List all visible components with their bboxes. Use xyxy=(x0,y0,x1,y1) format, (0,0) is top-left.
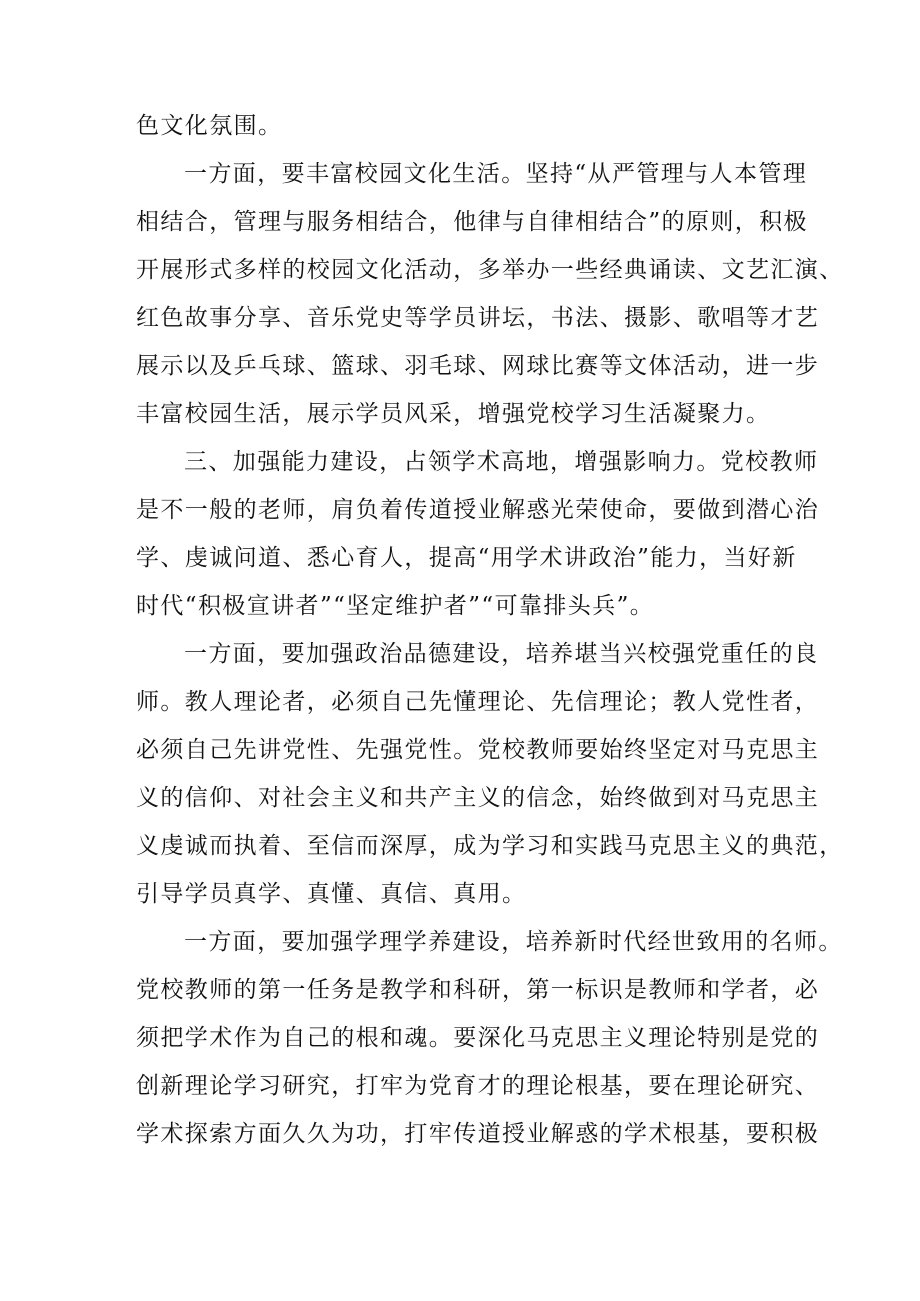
paragraph-line: 丰富校园生活，展示学员风采，增强党校学习生活凝聚力。 xyxy=(136,401,771,427)
paragraph-line: 党校教师的第一任务是教学和科研，第一标识是教师和学者，必 xyxy=(136,977,820,1003)
document-body xyxy=(136,102,844,1158)
paragraph-line: 时代“积极宣讲者”“坚定维护者”“可靠排头兵”。 xyxy=(136,593,655,619)
paragraph-line: 一方面，要丰富校园文化生活。坚持“从严管理与人本管理 xyxy=(184,161,808,187)
paragraph-line: 是不一般的老师，肩负着传道授业解惑光荣使命，要做到潜心治 xyxy=(136,497,820,523)
paragraph-line: 创新理论学习研究，打牢为党育才的理论根基，要在理论研究、 xyxy=(136,1073,820,1099)
paragraph-line: 师。教人理论者，必须自己先懂理论、先信理论；教人党性者， xyxy=(136,689,820,715)
paragraph-line: 展示以及乒乓球、篮球、羽毛球、网球比赛等文体活动，进一步 xyxy=(136,353,820,379)
paragraph-line: 须把学术作为自己的根和魂。要深化马克思主义理论特别是党的 xyxy=(136,1025,820,1051)
section-heading-line: 三、加强能力建设，占领学术高地，增强影响力。党校教师 xyxy=(184,449,819,475)
paragraph-line: 必须自己先讲党性、先强党性。党校教师要始终坚定对马克思主 xyxy=(136,737,820,763)
paragraph-line: 学术探索方面久久为功，打牢传道授业解惑的学术根基，要积极 xyxy=(136,1121,820,1147)
paragraph-line: 红色故事分享、音乐党史等学员讲坛，书法、摄影、歌唱等才艺 xyxy=(136,305,820,331)
paragraph-line: 相结合，管理与服务相结合，他律与自律相结合”的原则，积极 xyxy=(136,209,808,235)
paragraph-line: 一方面，要加强政治品德建设，培养堪当兴校强党重任的良 xyxy=(184,641,819,667)
paragraph-line: 学、虔诚问道、悉心育人，提高“用学术讲政治”能力，当好新 xyxy=(136,545,797,571)
paragraph-line: 开展形式多样的校园文化活动，多举办一些经典诵读、文艺汇演、 xyxy=(136,257,844,283)
paragraph-line: 义的信仰、对社会主义和共产主义的信念，始终做到对马克思主 xyxy=(136,785,820,811)
paragraph-line: 一方面，要加强学理学养建设，培养新时代经世致用的名师。 xyxy=(184,929,843,955)
paragraph-line: 义虔诚而执着、至信而深厚，成为学习和实践马克思主义的典范， xyxy=(136,833,844,859)
paragraph-line: 引导学员真学、真懂、真信、真用。 xyxy=(136,881,527,907)
paragraph-line: 色文化氛围。 xyxy=(136,113,283,139)
